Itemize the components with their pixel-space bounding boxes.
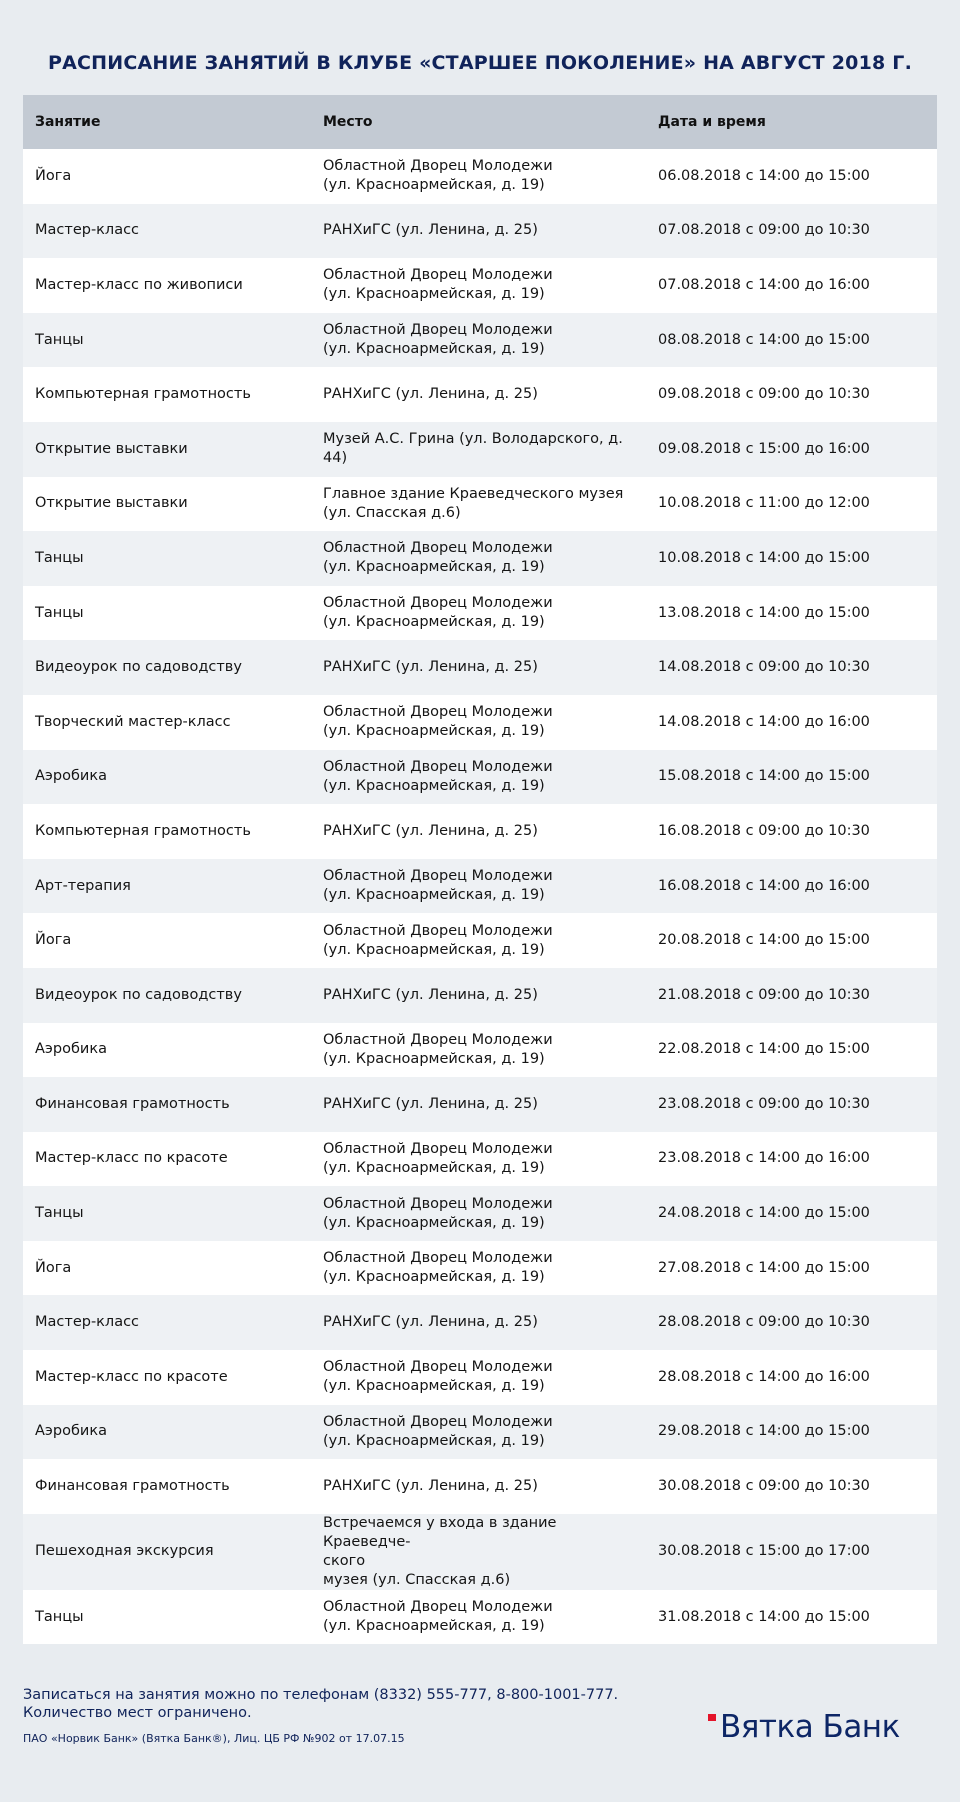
table-row [23, 531, 937, 586]
cell-place: Областной Дворец Молодежи (ул. Красноармейская, д. 19) [323, 1599, 553, 1635]
cell-datetime: 29.08.2018 с 14:00 до 15:00 [658, 1423, 870, 1440]
cell-datetime: 23.08.2018 с 09:00 до 10:30 [658, 1095, 870, 1112]
cell-activity: Видеоурок по садоводству [35, 659, 242, 676]
cell-activity: Мастер-класс по живописи [35, 276, 243, 293]
cell-place: РАНХиГС (ул. Ленина, д. 25) [323, 1095, 538, 1112]
table-header-row [23, 95, 937, 149]
table-row [23, 968, 937, 1023]
cell-place: Областной Дворец Молодежи (ул. Красноармейская, д. 19) [323, 922, 553, 958]
cell-place: РАНХиГС (ул. Ленина, д. 25) [323, 222, 538, 239]
cell-place: Встречаемся у входа в здание Краеведче- ского музея (ул. Спасская д.6) [323, 1514, 557, 1588]
cell-datetime: 13.08.2018 с 14:00 до 15:00 [658, 604, 870, 621]
cell-place: Областной Дворец Молодежи (ул. Красноармейская, д. 19) [323, 868, 553, 904]
cell-datetime: 20.08.2018 с 14:00 до 15:00 [658, 932, 870, 949]
header-datetime: Дата и время [646, 95, 937, 149]
table-row [23, 367, 937, 422]
logo-mark-icon [708, 1712, 718, 1742]
table-row [23, 1077, 937, 1132]
table-row [23, 750, 937, 805]
table-row [23, 859, 937, 914]
table-row [23, 1514, 937, 1590]
cell-place: Музей А.С. Грина (ул. Володарского, д. 44) [323, 431, 623, 467]
cell-datetime: 14.08.2018 с 09:00 до 10:30 [658, 659, 870, 676]
cell-datetime: 09.08.2018 с 09:00 до 10:30 [658, 386, 870, 403]
cell-activity: Творческий мастер-класс [35, 713, 231, 730]
table-row [23, 586, 937, 641]
contact-phones: Записаться на занятия можно по телефонам (8332) 555-777, 8-800-1001-777. [23, 1687, 619, 1703]
cell-activity: Танцы [35, 331, 84, 348]
cell-datetime: 16.08.2018 с 14:00 до 16:00 [658, 877, 870, 894]
cell-place: Областной Дворец Молодежи (ул. Красноармейская, д. 19) [323, 158, 553, 194]
table-row [23, 422, 937, 477]
contact-note: Количество мест ограничено. [23, 1705, 252, 1721]
table-row [23, 258, 937, 313]
table-row [23, 913, 937, 968]
cell-activity: Мастер-класс [35, 222, 140, 239]
cell-activity: Мастер-класс по красоте [35, 1150, 228, 1167]
cell-place: РАНХиГС (ул. Ленина, д. 25) [323, 1314, 538, 1331]
header-place: Место [311, 95, 646, 149]
cell-place: Областной Дворец Молодежи (ул. Красноармейская, д. 19) [323, 540, 553, 576]
table-row [23, 1350, 937, 1405]
cell-place: Областной Дворец Молодежи (ул. Красноармейская, д. 19) [323, 758, 553, 794]
cell-place: РАНХиГС (ул. Ленина, д. 25) [323, 386, 538, 403]
table-row [23, 149, 937, 204]
cell-datetime: 09.08.2018 с 15:00 до 16:00 [658, 440, 870, 457]
table-row [23, 1459, 937, 1514]
cell-datetime: 22.08.2018 с 14:00 до 15:00 [658, 1041, 870, 1058]
cell-datetime: 31.08.2018 с 14:00 до 15:00 [658, 1608, 870, 1625]
cell-place: Областной Дворец Молодежи (ул. Красноармейская, д. 19) [323, 1413, 553, 1449]
cell-datetime: 28.08.2018 с 14:00 до 16:00 [658, 1368, 870, 1385]
cell-datetime: 08.08.2018 с 14:00 до 15:00 [658, 331, 870, 348]
cell-activity: Мастер-класс по красоте [35, 1368, 228, 1385]
cell-activity: Танцы [35, 1205, 84, 1222]
cell-datetime: 23.08.2018 с 14:00 до 16:00 [658, 1150, 870, 1167]
cell-activity: Йога [35, 1259, 72, 1276]
cell-place: РАНХиГС (ул. Ленина, д. 25) [323, 659, 538, 676]
bank-logo [708, 1708, 900, 1746]
cell-place: Областной Дворец Молодежи (ул. Красноармейская, д. 19) [323, 595, 553, 631]
cell-activity: Йога [35, 932, 72, 949]
cell-activity: Аэробика [35, 768, 107, 785]
table-row [23, 695, 937, 750]
cell-activity: Мастер-класс [35, 1314, 140, 1331]
table-row [23, 204, 937, 259]
cell-datetime: 30.08.2018 с 15:00 до 17:00 [658, 1543, 870, 1560]
cell-activity: Видеоурок по садоводству [35, 986, 242, 1003]
table-row [23, 1132, 937, 1187]
cell-datetime: 16.08.2018 с 09:00 до 10:30 [658, 822, 870, 839]
table-row [23, 477, 937, 532]
cell-activity: Аэробика [35, 1423, 107, 1440]
cell-place: РАНХиГС (ул. Ленина, д. 25) [323, 1478, 538, 1495]
cell-activity: Танцы [35, 549, 84, 566]
logo-text: Вятка Банк [720, 1709, 900, 1745]
cell-activity: Аэробика [35, 1041, 107, 1058]
cell-place: Областной Дворец Молодежи (ул. Красноармейская, д. 19) [323, 704, 553, 740]
cell-place: Областной Дворец Молодежи (ул. Красноармейская, д. 19) [323, 1195, 553, 1231]
footer-contact [23, 1686, 618, 1722]
cell-place: Областной Дворец Молодежи (ул. Красноармейская, д. 19) [323, 1359, 553, 1395]
cell-datetime: 15.08.2018 с 14:00 до 15:00 [658, 768, 870, 785]
cell-activity: Йога [35, 167, 72, 184]
cell-datetime: 07.08.2018 с 09:00 до 10:30 [658, 222, 870, 239]
cell-place: Областной Дворец Молодежи (ул. Красноармейская, д. 19) [323, 1140, 553, 1176]
table-row [23, 1186, 937, 1241]
cell-activity: Финансовая грамотность [35, 1095, 230, 1112]
table-row [23, 1295, 937, 1350]
table-row [23, 1405, 937, 1460]
cell-datetime: 07.08.2018 с 14:00 до 16:00 [658, 276, 870, 293]
cell-activity: Компьютерная грамотность [35, 386, 251, 403]
table-row [23, 1241, 937, 1296]
cell-datetime: 10.08.2018 с 14:00 до 15:00 [658, 549, 870, 566]
cell-activity: Финансовая грамотность [35, 1478, 230, 1495]
table-row [23, 640, 937, 695]
cell-datetime: 27.08.2018 с 14:00 до 15:00 [658, 1259, 870, 1276]
cell-place: РАНХиГС (ул. Ленина, д. 25) [323, 986, 538, 1003]
table-row [23, 313, 937, 368]
schedule-body [23, 149, 937, 1644]
cell-place: Областной Дворец Молодежи (ул. Красноармейская, д. 19) [323, 1250, 553, 1286]
footer-legal: ПАО «Норвик Банк» (Вятка Банк®), Лиц. ЦБ РФ №902 от 17.07.15 [23, 1732, 405, 1745]
cell-datetime: 06.08.2018 с 14:00 до 15:00 [658, 167, 870, 184]
table-row [23, 1590, 937, 1645]
cell-datetime: 30.08.2018 с 09:00 до 10:30 [658, 1478, 870, 1495]
schedule-table [23, 95, 937, 1644]
table-row [23, 804, 937, 859]
cell-datetime: 10.08.2018 с 11:00 до 12:00 [658, 495, 870, 512]
cell-datetime: 21.08.2018 с 09:00 до 10:30 [658, 986, 870, 1003]
cell-activity: Открытие выставки [35, 495, 188, 512]
cell-place: Областной Дворец Молодежи (ул. Красноармейская, д. 19) [323, 322, 553, 358]
table-row [23, 1023, 937, 1078]
cell-activity: Арт-терапия [35, 877, 131, 894]
page-title: РАСПИСАНИЕ ЗАНЯТИЙ В КЛУБЕ «СТАРШЕЕ ПОКОЛЕНИЕ» НА АВГУСТ 2018 Г. [48, 52, 912, 74]
cell-activity: Компьютерная грамотность [35, 822, 251, 839]
cell-place: РАНХиГС (ул. Ленина, д. 25) [323, 822, 538, 839]
cell-datetime: 24.08.2018 с 14:00 до 15:00 [658, 1205, 870, 1222]
cell-activity: Пешеходная экскурсия [35, 1543, 214, 1560]
cell-place: Областной Дворец Молодежи (ул. Красноармейская, д. 19) [323, 1031, 553, 1067]
cell-place: Главное здание Краеведческого музея (ул. Спасская д.6) [323, 485, 624, 521]
header-activity: Занятие [23, 95, 311, 149]
cell-activity: Танцы [35, 1608, 84, 1625]
cell-datetime: 14.08.2018 с 14:00 до 16:00 [658, 713, 870, 730]
cell-datetime: 28.08.2018 с 09:00 до 10:30 [658, 1314, 870, 1331]
cell-activity: Танцы [35, 604, 84, 621]
cell-activity: Открытие выставки [35, 440, 188, 457]
cell-place: Областной Дворец Молодежи (ул. Красноармейская, д. 19) [323, 267, 553, 303]
